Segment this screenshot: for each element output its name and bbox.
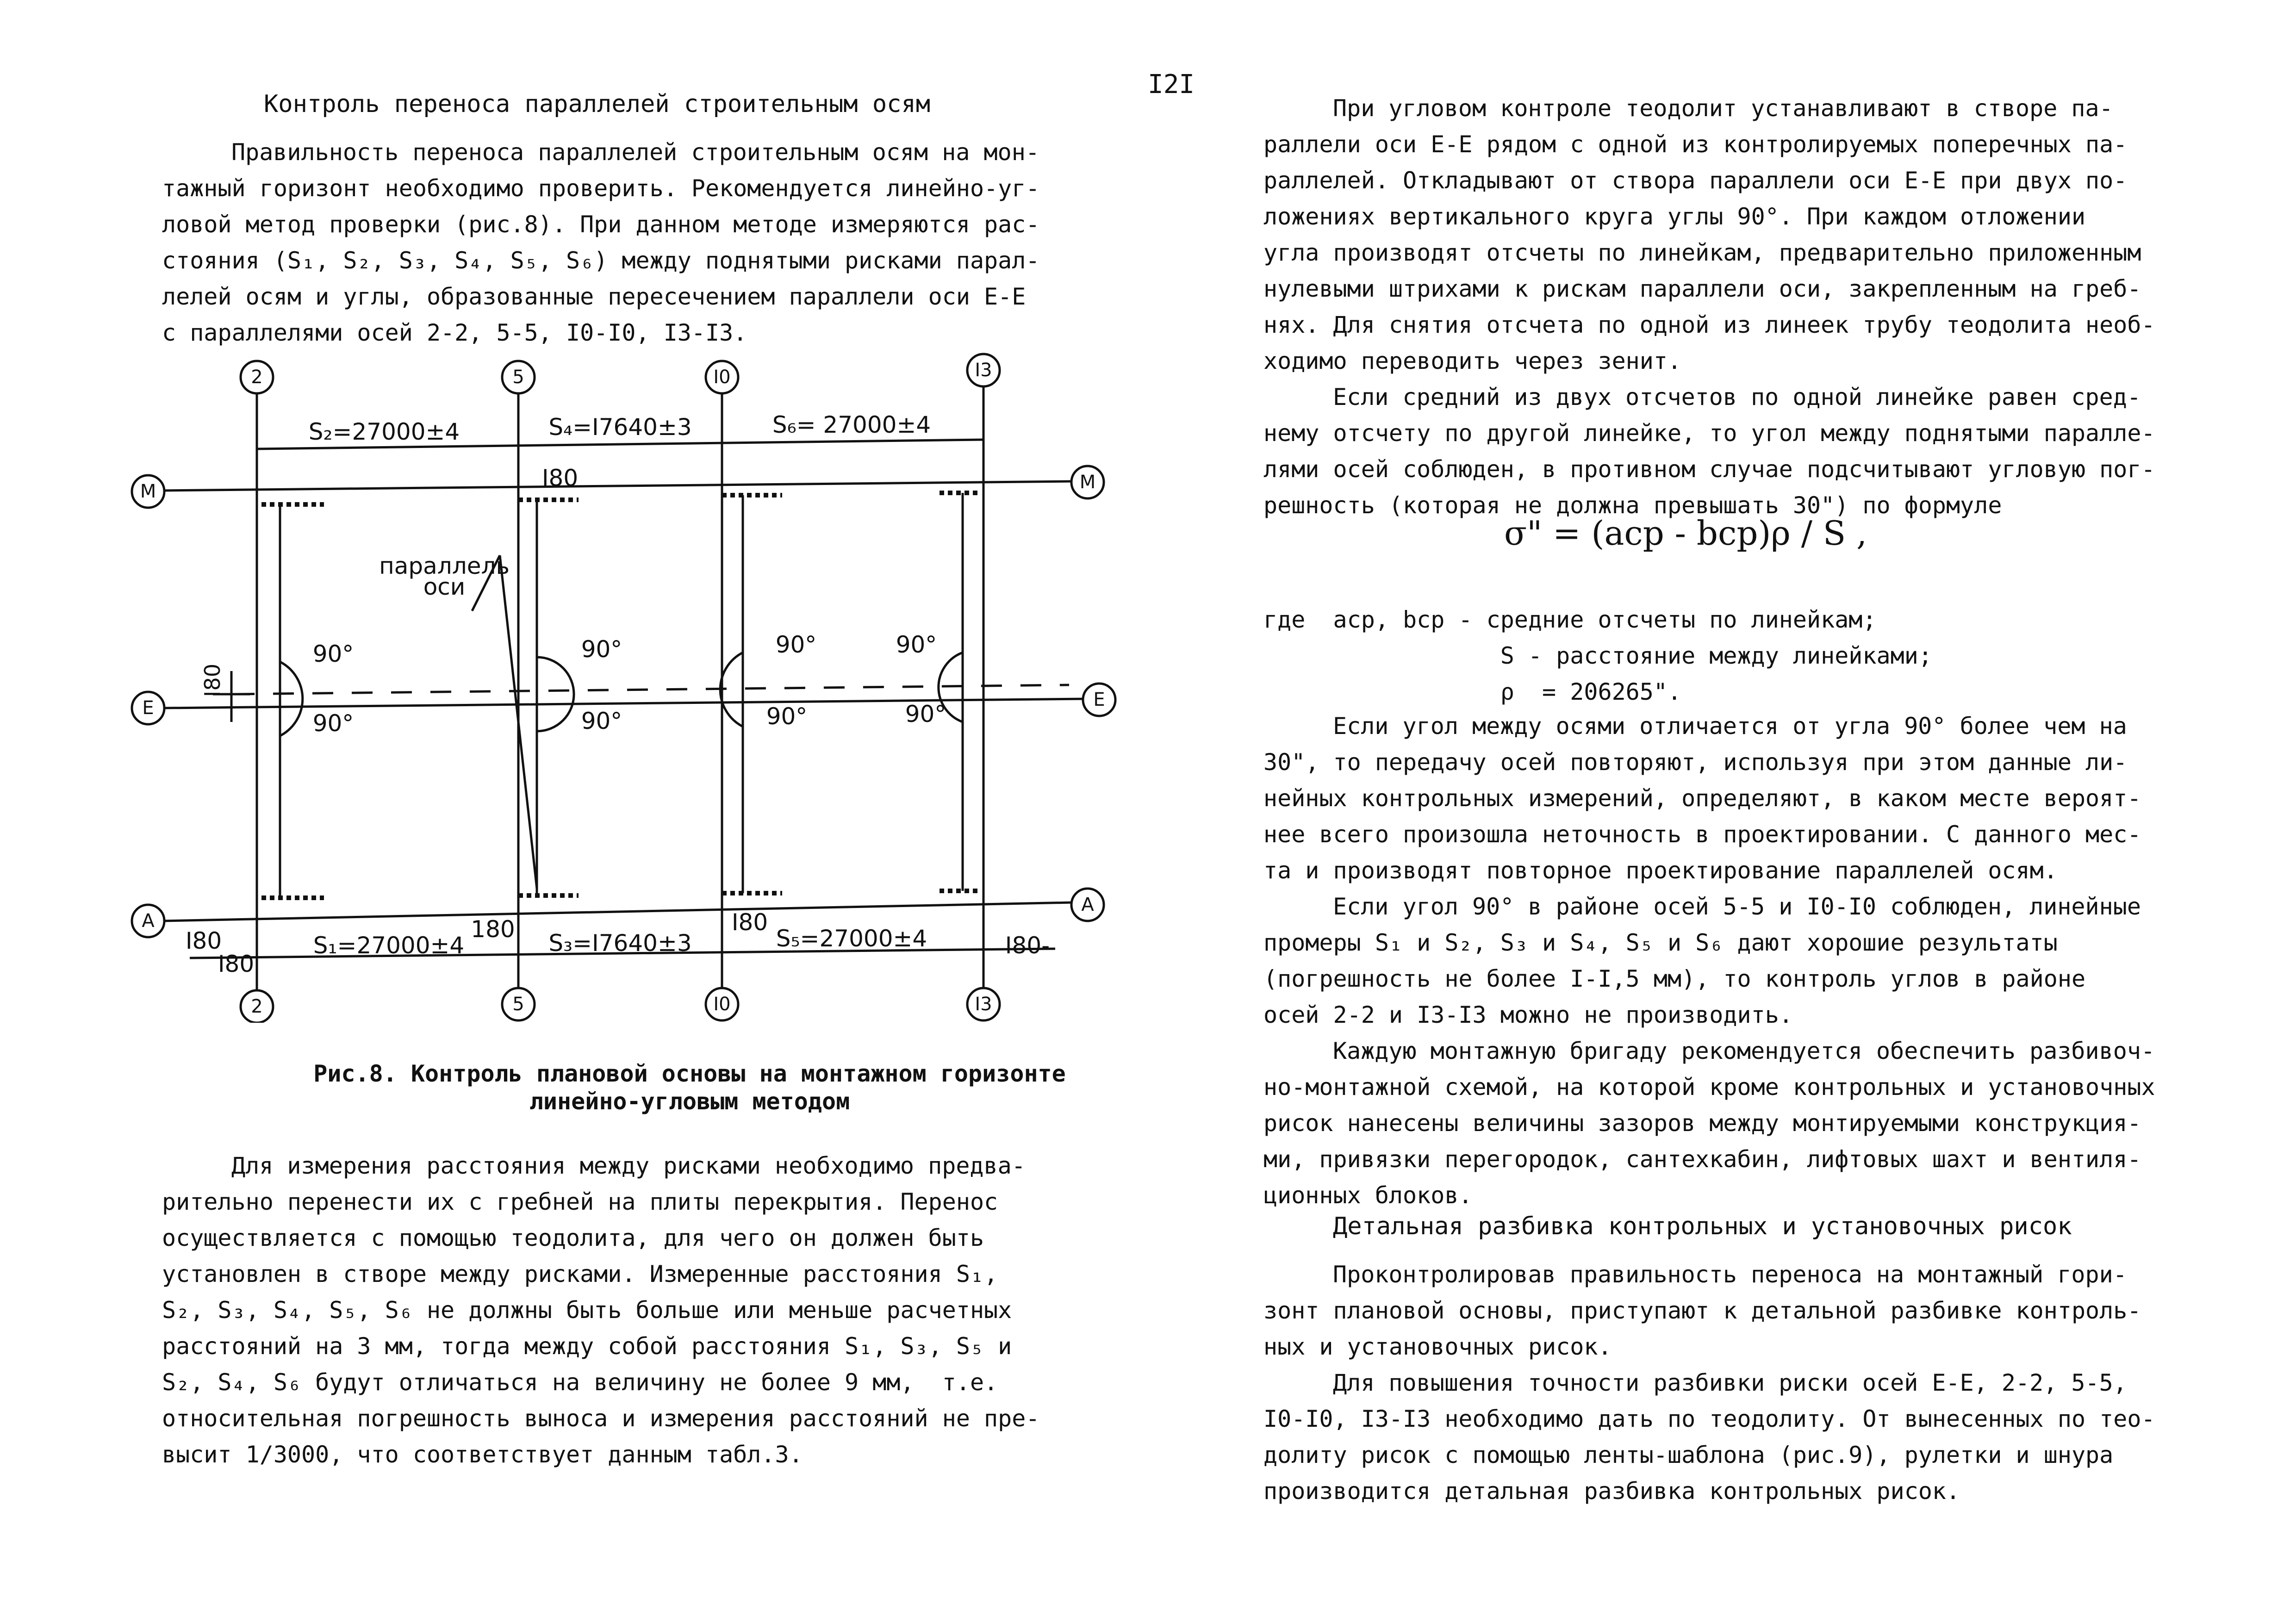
dimension-label-top: S₄=I7640±3 xyxy=(548,414,692,441)
axis-label-top: 2 xyxy=(251,367,263,388)
text-line: высит 1/3000, что соответствует данным табл.3. xyxy=(162,1441,803,1468)
angle-label: 90° xyxy=(775,631,817,658)
figure-8-diagram xyxy=(120,352,1139,1023)
text-line: раллелей. Откладывают от створа параллели оси Е-Е при двух по- xyxy=(1263,167,2128,194)
text-line: угла производят отсчеты по линейкам, предварительно приложенным xyxy=(1263,239,2141,266)
dimension-label-bottom: S₁=27000±4 xyxy=(313,932,465,959)
offset-label: I80 xyxy=(541,465,579,491)
section-heading-left: Контроль переноса параллелей строительным осям xyxy=(264,90,931,118)
text-line: долиту рисок с помощью ленты-шаблона (рис.9), рулетки и шнура xyxy=(1263,1442,2114,1468)
axis-label-bottom: 5 xyxy=(512,994,524,1015)
text-line: S₂, S₄, S₆ будут отличаться на величину не более 9 мм, т.е. xyxy=(162,1369,998,1396)
axis-label-top: I0 xyxy=(713,367,731,388)
text-line: лелей осям и углы, образованные пересечением параллели оси Е-Е xyxy=(162,283,1026,310)
row-line-a xyxy=(162,902,1074,921)
section-heading-right: Детальная разбивка контрольных и установочных рисок xyxy=(1333,1213,2072,1240)
text-line: с параллелями осей 2-2, 5-5, I0-I0, I3-I3. xyxy=(162,319,747,346)
text-line: S - расстояние между линейками; xyxy=(1263,642,1932,669)
row-label-left: A xyxy=(142,910,155,932)
angle-arc-2 xyxy=(280,662,303,736)
text-line: I0-I0, I3-I3 необходимо дать по теодолиту. От вынесенных по тео- xyxy=(1263,1405,2155,1432)
axis-label-bottom: I0 xyxy=(713,994,731,1015)
axis-label-bottom: I3 xyxy=(975,994,992,1015)
text-line: Проконтролировав правильность переноса на монтажный гори- xyxy=(1333,1261,2127,1288)
row-label-right: M xyxy=(1079,472,1096,493)
text-line: ρ = 206265". xyxy=(1263,678,1682,705)
angle-arc-5 xyxy=(537,657,574,731)
offset-label: I80 xyxy=(218,951,255,977)
text-line: ных и установочных рисок. xyxy=(1263,1333,1612,1360)
text-line: нему отсчету по другой линейке, то угол между поднятыми паралле- xyxy=(1263,420,2155,447)
angle-label: 90° xyxy=(766,703,808,730)
angle-label: 90° xyxy=(905,701,946,728)
text-line: нейных контрольных измерений, определяют, в каком месте вероят- xyxy=(1263,785,2141,812)
text-line: Если угол между осями отличается от угла 90° более чем на xyxy=(1333,713,2127,740)
angle-label: 90° xyxy=(312,710,354,737)
axis-label-top: I3 xyxy=(975,360,992,381)
text-line: но-монтажной схемой, на которой кроме контрольных и установочных xyxy=(1263,1074,2155,1101)
text-line: Если угол 90° в районе осей 5-5 и I0-I0 соблюден, линейные xyxy=(1333,893,2141,920)
right-paragraph-6 xyxy=(1263,1256,2235,1509)
right-paragraph-3 xyxy=(1263,708,2235,1213)
text-line: та и производят повторное проектирование параллелей осям. xyxy=(1263,857,2058,884)
text-line: расстояний на 3 мм, тогда между собой расстояния S₁, S₃, S₅ и xyxy=(162,1333,1012,1360)
formula-legend xyxy=(1263,602,2235,710)
text-line: Если средний из двух отсчетов по одной линейке равен сред- xyxy=(1333,384,2141,410)
figure-caption xyxy=(273,1060,1106,1115)
right-paragraph-1 xyxy=(1263,90,2235,523)
text-line: установлен в створе между рисками. Измеренные расстояния S₁, xyxy=(162,1261,998,1287)
offset-label: I80 xyxy=(185,927,222,954)
text-line: При угловом контроле теодолит устанавливают в створе па- xyxy=(1333,95,2113,122)
text-line: тажный горизонт необходимо проверить. Рекомендуется линейно-уг- xyxy=(162,175,1040,202)
text-line: где aср, bср - средние отсчеты по линейкам; xyxy=(1263,606,1877,633)
dimension-label-top: S₂=27000±4 xyxy=(308,418,460,445)
parallel-e-dashed xyxy=(234,685,1069,694)
dimension-label-bottom: S₃=I7640±3 xyxy=(548,930,692,957)
text-line: раллели оси Е-Е рядом с одной из контролируемых поперечных па- xyxy=(1263,131,2128,158)
angle-label: 90° xyxy=(312,640,354,667)
row-line-m xyxy=(162,481,1074,491)
text-line: стояния (S₁, S₂, S₃, S₄, S₅, S₆) между поднятыми рисками парал- xyxy=(162,247,1040,274)
row-label-right: E xyxy=(1093,689,1105,710)
text-line: нях. Для снятия отсчета по одной из линеек трубу теодолита необ- xyxy=(1263,311,2155,338)
left-paragraph-2 xyxy=(162,1148,1111,1473)
text-line: Правильность переноса параллелей строительным осям на мон- xyxy=(231,139,1039,166)
angle-label: 90° xyxy=(896,631,937,658)
label-axis: оси xyxy=(423,573,466,600)
dimension-label-bottom: S₅=27000±4 xyxy=(776,925,927,952)
text-line: производится детальная разбивка контрольных рисок. xyxy=(1263,1478,1960,1505)
text-line: Для повышения точности разбивки риски осей Е-Е, 2-2, 5-5, xyxy=(1333,1369,2127,1396)
text-line: относительная погрешность выноса и измерения расстояний не пре- xyxy=(162,1405,1040,1432)
axis-label-bottom: 2 xyxy=(251,996,263,1017)
offset-label: I80 xyxy=(731,909,768,936)
text-line: осей 2-2 и I3-I3 можно не производить. xyxy=(1263,1001,1793,1028)
text-line: зонт плановой основы, приступают к детальной разбивке контроль- xyxy=(1263,1297,2141,1324)
text-line: нее всего произошла неточность в проектировании. С данного мес- xyxy=(1263,821,2141,848)
axis-label-top: 5 xyxy=(512,367,524,388)
text-line: (погрешность не более I-I,5 мм), то контроль углов в районе xyxy=(1263,965,2086,992)
caption-line: линейно-угловым методом xyxy=(529,1088,850,1115)
formula: σ" = (aср - bср)ρ / S , xyxy=(1504,514,1867,553)
text-line: ционных блоков. xyxy=(1263,1182,1473,1209)
text-line: осуществляется с помощью теодолита, для чего он должен быть xyxy=(162,1225,984,1251)
row-label-right: A xyxy=(1081,894,1094,915)
text-line: ловой метод проверки (рис.8). При данном методе измеряются рас- xyxy=(162,211,1040,238)
text-line: ходимо переводить через зенит. xyxy=(1263,348,1682,374)
text-line: промеры S₁ и S₂, S₃ и S₄, S₅ и S₆ дают хорошие результаты xyxy=(1263,929,2058,956)
angle-label: 90° xyxy=(581,708,622,734)
text-line: Для измерения расстояния между рисками необходимо предва- xyxy=(231,1152,1026,1179)
offset-label-vertical: I80 xyxy=(200,663,225,697)
row-label-left: E xyxy=(142,697,154,719)
text-line: лями осей соблюден, в противном случае подсчитывают угловую пог- xyxy=(1263,456,2155,483)
text-line: решность (которая не должна превышать 30") по формуле xyxy=(1263,492,2002,519)
text-line: S₂, S₃, S₄, S₅, S₆ не должны быть больше или меньше расчетных xyxy=(162,1297,1012,1324)
text-line: Каждую монтажную бригаду рекомендуется обеспечить разбивоч- xyxy=(1333,1038,2155,1064)
text-line: ми, привязки перегородок, сантехкабин, лифтовых шахт и вентиля- xyxy=(1263,1146,2141,1173)
angle-label: 90° xyxy=(581,636,622,663)
left-paragraph-1 xyxy=(162,134,1111,351)
label-parallel: параллель xyxy=(379,553,510,579)
text-line: нулевыми штрихами к рискам параллели оси, закрепленным на греб- xyxy=(1263,275,2141,302)
text-line: рительно перенести их с гребней на плиты перекрытия. Перенос xyxy=(162,1188,998,1215)
dimension-label-top: S₆= 27000±4 xyxy=(772,411,931,438)
row-label-left: M xyxy=(140,481,156,502)
offset-label: I80- xyxy=(1005,932,1050,959)
caption-line: Рис.8. Контроль плановой основы на монтажном горизонте xyxy=(313,1060,1066,1087)
offset-label: 180 xyxy=(471,916,515,943)
page-number: I2I xyxy=(1148,69,1195,99)
text-line: рисок нанесены величины зазоров между монтируемыми конструкция- xyxy=(1263,1110,2141,1137)
text-line: 30", то передачу осей повторяют, используя при этом данные ли- xyxy=(1263,749,2128,776)
text-line: ложениях вертикального круга углы 90°. При каждом отложении xyxy=(1263,203,2086,230)
